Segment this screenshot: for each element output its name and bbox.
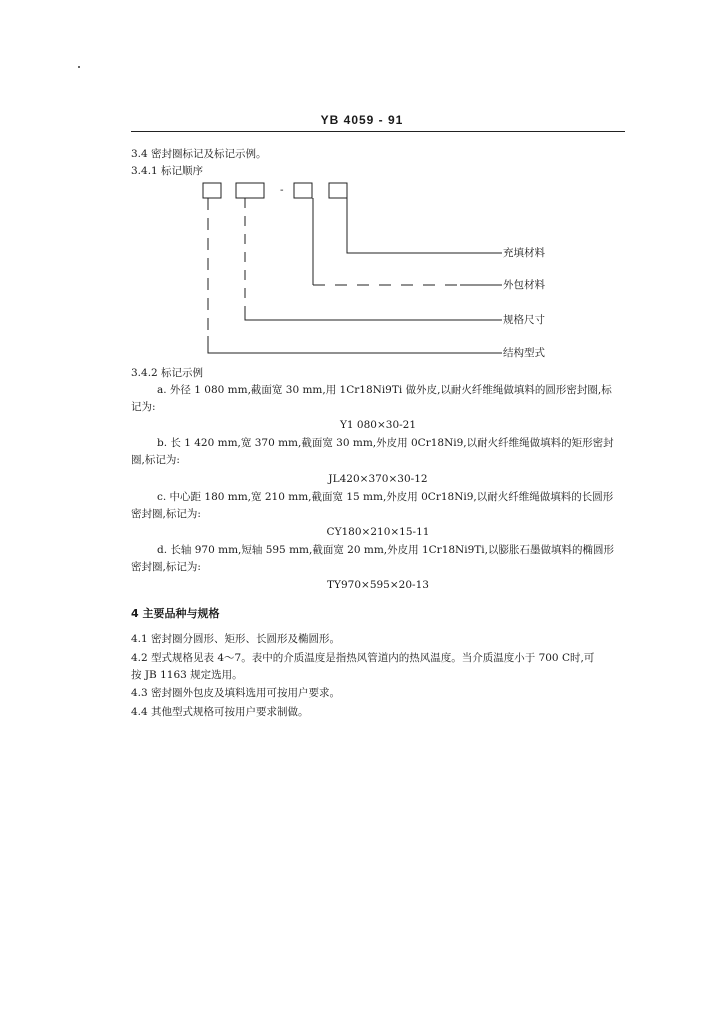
para-4-2-line1: 4.2 型式规格见表 4～7。表中的介质温度是指热风管道内的热风温度。当介质温度小于 700 C时,可 bbox=[131, 652, 595, 664]
example-b-mark: JL420×370×30-12 bbox=[328, 473, 428, 485]
label-size: 规格尺寸 bbox=[503, 314, 545, 326]
box-filler-material bbox=[329, 183, 347, 198]
example-a-mark: Y1 080×30-21 bbox=[339, 419, 417, 431]
example-b-line2: 圈,标记为: bbox=[131, 454, 180, 466]
example-d-line1: d. 长轴 970 mm,短轴 595 mm,截面宽 20 mm,外皮用 1Cr18Ni9Ti,以膨胀石墨做填料的椭圆形 bbox=[157, 544, 614, 556]
standard-code-header: YB 4059 - 91 bbox=[320, 113, 404, 127]
label-structure-type: 结构型式 bbox=[503, 347, 545, 359]
diagram-dash: - bbox=[280, 184, 284, 196]
example-d-line2: 密封圈,标记为: bbox=[131, 561, 201, 573]
leader-size bbox=[245, 306, 502, 320]
para-4-2-line2: 按 JB 1163 规定选用。 bbox=[131, 669, 243, 681]
label-filler-material: 充填材料 bbox=[503, 247, 545, 259]
box-cover-material bbox=[294, 183, 312, 198]
example-a-line2: 记为: bbox=[131, 401, 156, 413]
example-c-line2: 密封圈,标记为: bbox=[131, 508, 201, 520]
box-size bbox=[236, 183, 264, 198]
example-b-line1: b. 长 1 420 mm,宽 370 mm,截面宽 30 mm,外皮用 0Cr18Ni9,以耐火纤维绳做填料的矩形密封 bbox=[157, 437, 614, 449]
leader-structure bbox=[208, 336, 502, 353]
example-d-mark: TY970×595×20-13 bbox=[327, 579, 429, 591]
box-structure-type bbox=[203, 183, 221, 198]
section-3-4-2-title: 3.4.2 标记示例 bbox=[131, 367, 204, 379]
para-4-3: 4.3 密封圈外包皮及填料选用可按用户要求。 bbox=[131, 687, 341, 699]
example-a-line1: a. 外径 1 080 mm,截面宽 30 mm,用 1Cr18Ni9Ti 做外皮,以耐火纤维绳做填料的圆形密封圈,标 bbox=[157, 384, 612, 396]
section-3-4-title: 3.4 密封圈标记及标记示例。 bbox=[131, 148, 267, 160]
para-4-1: 4.1 密封圈分圆形、矩形、长圆形及椭圆形。 bbox=[131, 633, 341, 645]
example-c-line1: c. 中心距 180 mm,宽 210 mm,截面宽 15 mm,外皮用 0Cr18Ni9,以耐火纤维绳做填料的长圆形 bbox=[157, 491, 614, 503]
para-4-4: 4.4 其他型式规格可按用户要求制做。 bbox=[131, 706, 309, 718]
section-4-title: 4 主要品种与规格 bbox=[131, 607, 220, 620]
label-cover-material: 外包材料 bbox=[503, 279, 545, 291]
leader-filler bbox=[347, 198, 502, 253]
section-3-4-1-title: 3.4.1 标记顺序 bbox=[131, 165, 204, 177]
example-c-mark: CY180×210×15-11 bbox=[326, 526, 430, 538]
